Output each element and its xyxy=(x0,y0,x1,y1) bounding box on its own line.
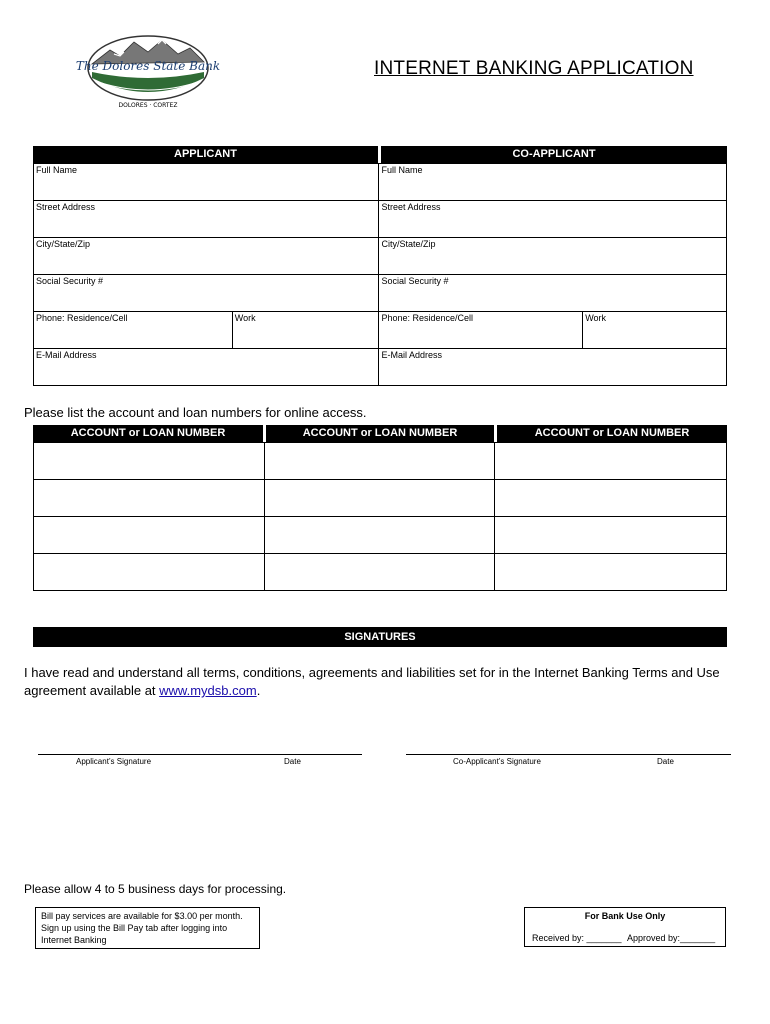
table-row xyxy=(34,312,727,349)
field-label: Work xyxy=(234,313,256,323)
billpay-line-2: Sign up using the Bill Pay tab after logging into xyxy=(41,923,228,933)
account-cell[interactable] xyxy=(495,480,727,517)
field-label: Full Name xyxy=(36,165,78,175)
applicant-signature-label: Applicant’s Signature xyxy=(76,757,152,766)
applicant-phone-field[interactable] xyxy=(34,312,233,349)
account-header-3: ACCOUNT or LOAN NUMBER xyxy=(497,425,727,442)
account-cell[interactable] xyxy=(264,480,495,517)
field-label: City/State/Zip xyxy=(36,239,91,249)
accounts-table xyxy=(33,442,727,591)
field-label: E-Mail Address xyxy=(36,350,97,360)
processing-note: Please allow 4 to 5 business days for processing. xyxy=(24,882,287,896)
bank-logo-graphic xyxy=(62,34,234,110)
locations-text: DOLORES · CORTEZ xyxy=(118,102,178,109)
website-link[interactable]: www.mydsb.com xyxy=(159,683,257,698)
table-row xyxy=(34,349,727,386)
applicant-table xyxy=(33,163,727,386)
account-cell[interactable] xyxy=(264,443,495,480)
coapplicant-email-field[interactable] xyxy=(379,349,727,386)
account-cell[interactable] xyxy=(495,517,727,554)
applicant-full-name-field[interactable] xyxy=(34,164,379,201)
coapplicant-city-field[interactable] xyxy=(379,238,727,275)
table-row xyxy=(34,201,727,238)
account-cell[interactable] xyxy=(495,443,727,480)
field-label: Full Name xyxy=(381,165,423,175)
account-cell[interactable] xyxy=(264,554,495,591)
applicant-signature-line[interactable] xyxy=(38,754,362,755)
bank-logo xyxy=(62,34,234,110)
field-label: E-Mail Address xyxy=(381,350,443,360)
billpay-box xyxy=(35,907,260,949)
table-row xyxy=(34,275,727,312)
accounts-intro: Please list the account and loan numbers for online access. xyxy=(24,405,367,420)
table-row xyxy=(34,443,727,480)
coapplicant-signature-label: Co-Applicant’s Signature xyxy=(453,757,541,766)
agreement-text: I have read and understand all terms, conditions, agreements and liabilities set for in the Internet Banking Terms and Use agreement available at xyxy=(24,665,720,698)
table-row xyxy=(34,164,727,201)
table-row xyxy=(34,238,727,275)
table-row xyxy=(34,554,727,591)
field-label: Phone: Residence/Cell xyxy=(36,313,128,323)
coapplicant-full-name-field[interactable] xyxy=(379,164,727,201)
billpay-line-3: Internet Banking xyxy=(41,935,107,945)
applicant-date-label: Date xyxy=(284,757,301,766)
applicant-email-field[interactable] xyxy=(34,349,379,386)
field-label: Social Security # xyxy=(36,276,104,286)
coapplicant-header: CO-APPLICANT xyxy=(381,146,727,163)
billpay-line-1: Bill pay services are available for $3.00 per month. xyxy=(41,911,243,921)
account-cell[interactable] xyxy=(264,517,495,554)
page-title: INTERNET BANKING APPLICATION xyxy=(374,58,694,79)
table-row xyxy=(34,480,727,517)
coapplicant-phone-field[interactable] xyxy=(379,312,583,349)
field-label: Work xyxy=(585,313,607,323)
account-header-1: ACCOUNT or LOAN NUMBER xyxy=(33,425,263,442)
account-cell[interactable] xyxy=(34,554,265,591)
applicant-header: APPLICANT xyxy=(33,146,378,163)
bank-use-box xyxy=(524,907,726,947)
field-label: City/State/Zip xyxy=(381,239,436,249)
agreement-statement xyxy=(24,664,724,700)
applicant-ssn-field[interactable] xyxy=(34,275,379,312)
coapplicant-signature-line[interactable] xyxy=(406,754,731,755)
received-by: Received by: _______ xyxy=(532,933,622,943)
signatures-header: SIGNATURES xyxy=(33,627,727,647)
applicant-city-field[interactable] xyxy=(34,238,379,275)
account-cell[interactable] xyxy=(34,443,265,480)
account-header-2: ACCOUNT or LOAN NUMBER xyxy=(266,425,494,442)
field-label: Street Address xyxy=(381,202,441,212)
approved-by: Approved by:_______ xyxy=(627,933,716,943)
bank-name-text: The Dolores State Bank xyxy=(75,59,221,73)
table-row xyxy=(34,517,727,554)
field-label: Social Security # xyxy=(381,276,449,286)
field-label: Street Address xyxy=(36,202,96,212)
bank-use-title: For Bank Use Only xyxy=(584,911,666,921)
coapplicant-ssn-field[interactable] xyxy=(379,275,727,312)
account-cell[interactable] xyxy=(34,480,265,517)
coapplicant-street-field[interactable] xyxy=(379,201,727,238)
coapplicant-date-label: Date xyxy=(657,757,674,766)
field-label: Phone: Residence/Cell xyxy=(381,313,474,323)
applicant-street-field[interactable] xyxy=(34,201,379,238)
account-cell[interactable] xyxy=(495,554,727,591)
account-cell[interactable] xyxy=(34,517,265,554)
applicant-work-field[interactable] xyxy=(232,312,379,349)
agreement-period: . xyxy=(256,683,261,698)
coapplicant-work-field[interactable] xyxy=(583,312,727,349)
